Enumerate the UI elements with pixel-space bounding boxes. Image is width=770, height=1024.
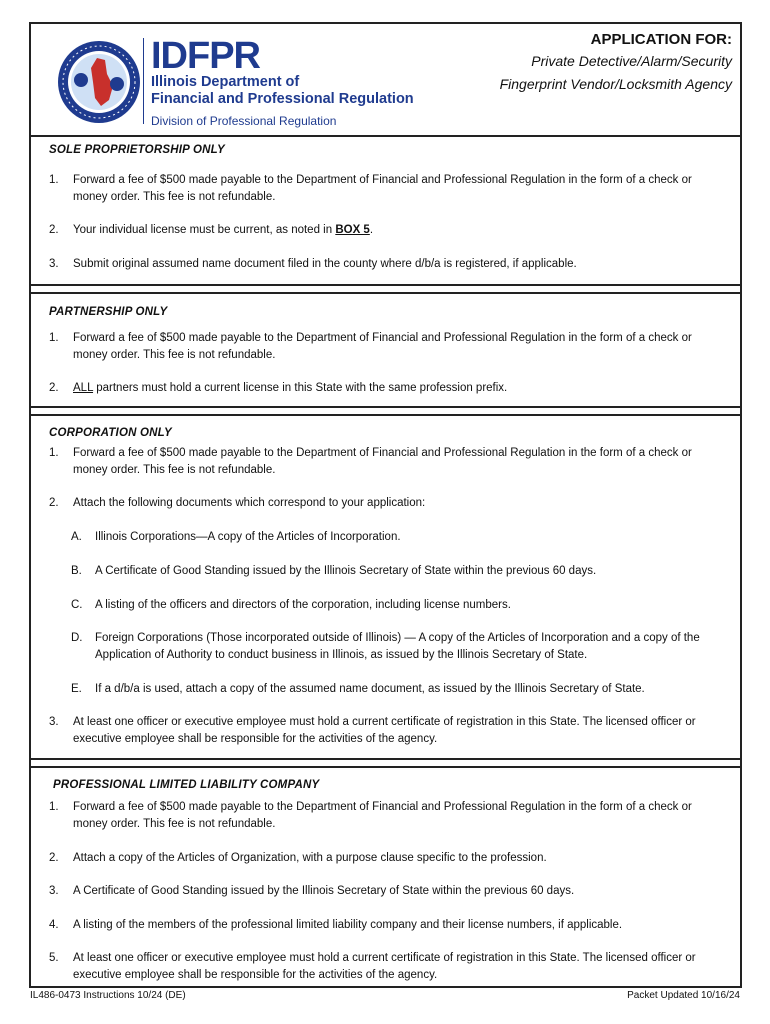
sub-list-item [71,630,721,664]
item-text: A Certificate of Good Standing issued by the Illinois Secretary of State within the previous 60 days. [73,885,575,897]
section-divider [31,758,740,768]
item-number: 2. [49,852,59,864]
sub-list-item [71,563,721,580]
sole-proprietorship-title: SOLE PROPRIETORSHIP ONLY [49,144,225,156]
header [31,24,740,136]
sub-item-letter: E. [71,683,82,695]
header-divider [31,135,740,137]
sub-item-letter: D. [71,632,83,644]
list-item [49,950,719,984]
list-item [49,495,719,512]
sub-item-text: Illinois Corporations—A copy of the Articles of Incorporation. [95,531,401,543]
sub-list-item [71,681,721,698]
item-number: 3. [49,258,59,270]
sub-item-text: If a d/b/a is used, attach a copy of the assumed name document, as issued by the Illinois Secretary of State. [95,683,645,695]
item-number: 1. [49,801,59,813]
sub-item-text: Foreign Corporations (Those incorporated outside of Illinois) — A copy of the Articles of Incorporation and a copy of the Application of Authority to conduct business in Illinois, as issued by the Illinois Secretary of State. [95,632,700,661]
application-title [500,30,732,96]
sub-list-item [71,529,721,546]
list-item [49,883,719,900]
item-number: 1. [49,332,59,344]
sub-item-text: A listing of the officers and directors of the corporation, including license numbers. [95,599,511,611]
item-text: Forward a fee of $500 made payable to the Department of Financial and Professional Regulation in the form of a check or money order. This fee is not refundable. [73,801,692,830]
sub-item-letter: C. [71,599,83,611]
section-divider [31,284,740,294]
all-emphasis: ALL [73,382,94,394]
item-number: 1. [49,174,59,186]
item-text-part: partners must hold a current license in this State with the same profession prefix. [93,382,508,394]
box-5-reference: BOX 5 [335,224,370,236]
packet-updated: Packet Updated 10/16/24 [627,990,740,1001]
list-item [49,917,719,934]
item-text: Attach a copy of the Articles of Organization, with a purpose clause specific to the profession. [73,852,547,864]
form-id: IL486-0473 Instructions 10/24 (DE) [30,990,186,1001]
corporation-title: CORPORATION ONLY [49,427,172,439]
logo-divider [143,38,144,124]
sub-item-letter: A. [71,531,82,543]
item-number: 3. [49,716,59,728]
item-number: 1. [49,447,59,459]
list-item [49,222,719,239]
section-divider [31,406,740,416]
item-number: 5. [49,952,59,964]
partnership-title: PARTNERSHIP ONLY [49,306,168,318]
agency-short-name: IDFPR [151,35,260,77]
list-item [49,445,719,479]
item-text: At least one officer or executive employee must hold a current certificate of registration in this State. The licensed officer or executive employee shall be responsible for the activities of the agency. [73,716,696,745]
item-number: 2. [49,497,59,509]
item-text: Submit original assumed name document filed in the county where d/b/a is registered, if applicable. [73,258,577,270]
item-number: 2. [49,224,59,236]
list-item [49,330,719,364]
application-type-line-1: Private Detective/Alarm/Security [531,53,732,69]
list-item [49,380,719,397]
sub-item-letter: B. [71,565,82,577]
list-item [49,799,719,833]
item-text [73,222,719,239]
item-number: 4. [49,919,59,931]
item-text [73,380,719,397]
agency-line-1: Illinois Department of [151,74,300,90]
item-number: 3. [49,885,59,897]
item-text: Forward a fee of $500 made payable to the Department of Financial and Professional Regulation in the form of a check or money order. This fee is not refundable. [73,447,692,476]
list-item [49,256,719,273]
item-text: Forward a fee of $500 made payable to the Department of Financial and Professional Regulation in the form of a check or money order. This fee is not refundable. [73,332,692,361]
application-for-label: APPLICATION FOR: [590,31,732,48]
item-text: Attach the following documents which correspond to your application: [73,497,426,509]
agency-logo-text [151,35,414,128]
division-name: Division of Professional Regulation [151,114,337,128]
list-item [49,714,719,748]
application-type-line-2: Fingerprint Vendor/Locksmith Agency [499,76,732,92]
item-text: Forward a fee of $500 made payable to the Department of Financial and Professional Regulation in the form of a check or money order. This fee is not refundable. [73,174,692,203]
agency-line-2: Financial and Professional Regulation [151,91,414,107]
form-frame [29,22,742,988]
item-text-part: Your individual license must be current, as noted in [73,224,336,236]
item-text: At least one officer or executive employee must hold a current certificate of registration in this State. The licensed officer or executive employee shall be responsible for the activities of the agency. [73,952,696,981]
item-number: 2. [49,382,59,394]
list-item [49,172,719,206]
pllc-title: PROFESSIONAL LIMITED LIABILITY COMPANY [53,779,320,791]
sub-list-item [71,597,721,614]
state-seal-icon [57,40,141,124]
list-item [49,850,719,867]
item-text-part: . [369,224,374,236]
sub-item-text: A Certificate of Good Standing issued by the Illinois Secretary of State within the previous 60 days. [95,565,597,577]
item-text: A listing of the members of the professional limited liability company and their license numbers, if applicable. [73,919,623,931]
